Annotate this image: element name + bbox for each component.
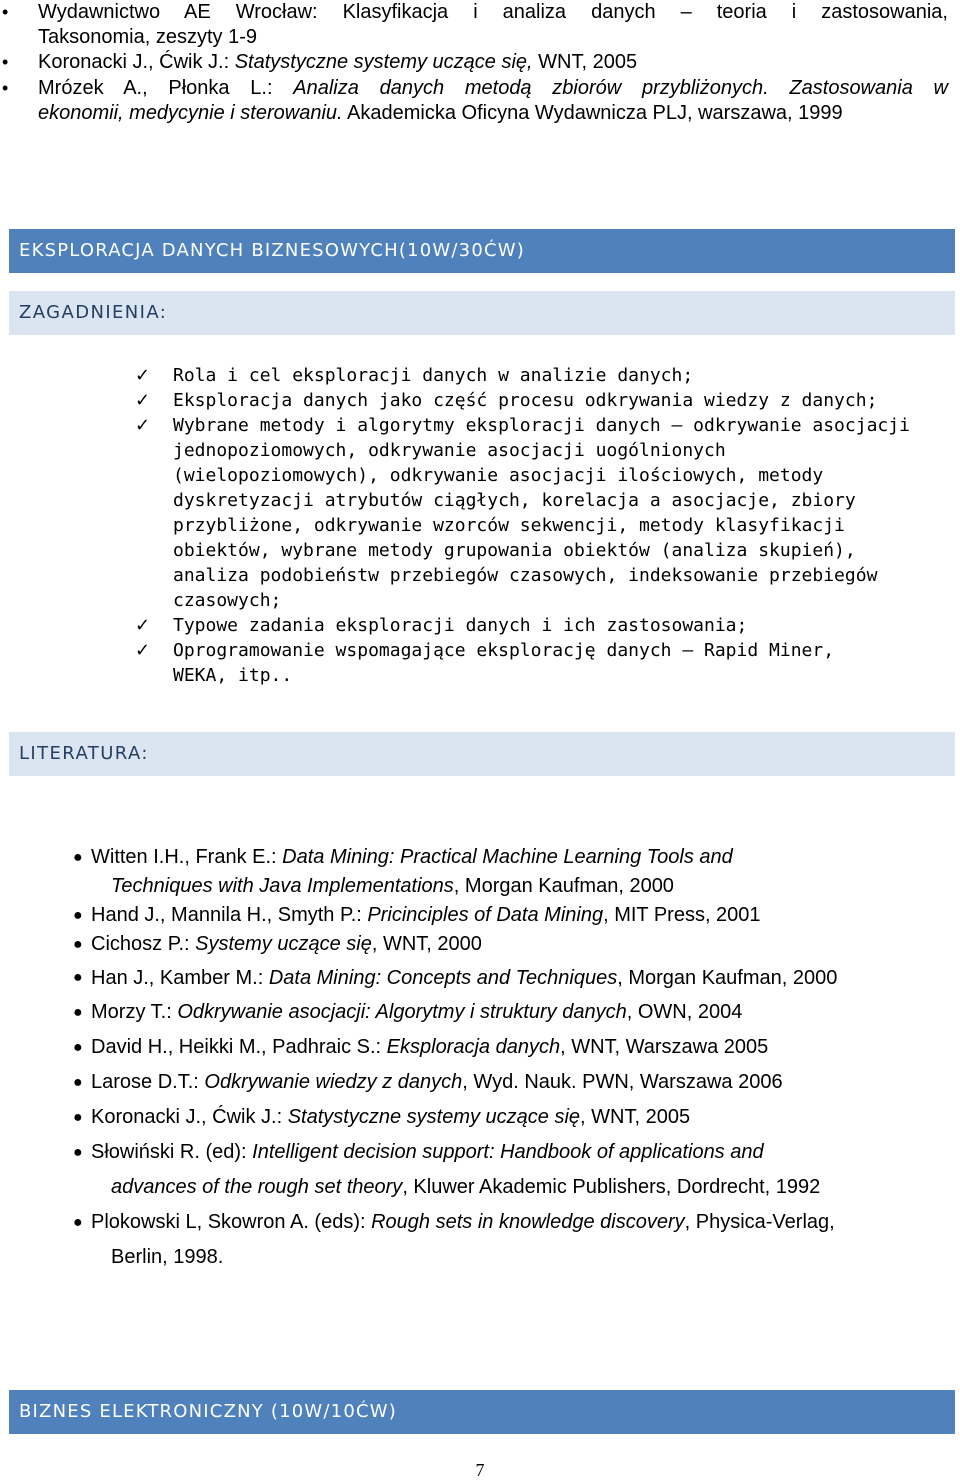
- reference-authors: Hand J., Mannila H., Smyth P.:: [91, 904, 368, 926]
- list-item: [0, 961, 960, 995]
- list-item: [0, 1205, 960, 1275]
- reference-publisher: WNT, 2005: [532, 51, 638, 73]
- topic-line: Wybrane metody i algorytmy eksploracji danych – odkrywanie asocjacji: [173, 415, 910, 436]
- reference-publisher: , Kluwer Akademic Publishers, Dordrecht, 1992: [402, 1176, 821, 1198]
- bullet-icon: ●: [73, 936, 83, 953]
- reference-authors: Han J., Kamber M.:: [91, 967, 269, 989]
- bullet-icon: ●: [73, 907, 83, 924]
- bullet-icon: •: [2, 52, 9, 72]
- reference-authors: Słowiński R. (ed):: [91, 1141, 253, 1163]
- reference-title: Statystyczne systemy uczące się: [287, 1106, 581, 1128]
- checkmark-icon: ✓: [135, 640, 151, 661]
- list-item: [2, 0, 948, 50]
- topic-item: [0, 638, 933, 688]
- bullet-icon: ●: [73, 1004, 83, 1021]
- reference-publisher: , Morgan Kaufman, 2000: [453, 875, 674, 897]
- topic-line: przybliżone, odkrywanie wzorców sekwencji, metody klasyfikacji: [173, 515, 845, 536]
- bullet-icon: ●: [73, 1039, 83, 1056]
- topic-line: czasowych;: [173, 590, 282, 611]
- checkmark-icon: ✓: [135, 615, 151, 636]
- list-item: [0, 1100, 960, 1135]
- topic-line: obiektów, wybrane metody grupowania obiektów (analiza skupień),: [173, 540, 856, 561]
- reference-publisher: , OWN, 2004: [626, 1001, 743, 1023]
- checkmark-icon: ✓: [135, 365, 151, 386]
- reference-title: Intelligent decision support: Handbook of applications and: [252, 1141, 764, 1163]
- topic-item: [0, 363, 933, 388]
- list-item: [0, 1030, 960, 1065]
- reference-authors: Koronacki J., Ćwik J.:: [38, 51, 235, 73]
- topic-item: [0, 613, 933, 638]
- reference-publisher: Akademicka Oficyna Wydawnicza PLJ, warszawa, 1999: [342, 102, 843, 124]
- checkmark-icon: ✓: [135, 415, 151, 436]
- list-item: [0, 1065, 960, 1100]
- topic-line: (wielopoziomowych), odkrywanie asocjacji ilościowych, metody: [173, 465, 824, 486]
- reference-authors: Witten I.H., Frank E.:: [91, 846, 283, 868]
- bullet-icon: ●: [73, 849, 83, 866]
- topic-line: jednopoziomowych, odkrywanie asocjacji uogólnionych: [173, 440, 726, 461]
- literature-heading: LITERATURA:: [9, 732, 955, 776]
- reference-publisher: , Wyd. Nauk. PWN, Warszawa 2006: [462, 1071, 783, 1093]
- reference-title: Techniques with Java Implementations: [111, 875, 454, 897]
- reference-title: advances of the rough set theory: [111, 1176, 403, 1198]
- reference-authors: Morzy T.:: [91, 1001, 178, 1023]
- reference-authors: Koronacki J., Ćwik J.:: [91, 1106, 288, 1128]
- checkmark-icon: ✓: [135, 390, 151, 411]
- reference-line: Taksonomia, zeszyty 1-9: [38, 26, 257, 48]
- reference-title: Odkrywanie asocjacji: Algorytmy i struktury danych: [177, 1001, 627, 1023]
- list-item: [2, 76, 949, 126]
- topic-line: Eksploracja danych jako część procesu odkrywania wiedzy z danych;: [173, 390, 878, 411]
- literature-list: [0, 843, 960, 1275]
- reference-authors: Plokowski L, Skowron A. (eds):: [91, 1211, 372, 1233]
- bullet-icon: ●: [73, 969, 83, 986]
- topic-item: [0, 388, 933, 413]
- reference-title: Pricinciples of Data Mining: [367, 904, 604, 926]
- topic-line: Typowe zadania eksploracji danych i ich zastosowania;: [173, 615, 748, 636]
- topic-line: analiza podobieństw przebiegów czasowych, indeksowanie przebiegów: [173, 565, 878, 586]
- list-item: [0, 843, 960, 901]
- bullet-icon: ●: [73, 1109, 83, 1126]
- reference-publisher: , WNT, 2005: [580, 1106, 691, 1128]
- topic-line: Rola i cel eksploracji danych w analizie danych;: [173, 365, 694, 386]
- list-item: [0, 995, 960, 1030]
- section-heading: EKSPLORACJA DANYCH BIZNESOWYCH(10W/30ĆW): [9, 229, 955, 273]
- reference-publisher: , WNT, Warszawa 2005: [560, 1036, 769, 1058]
- bullet-icon: ●: [73, 1214, 83, 1231]
- reference-title: Data Mining: Concepts and Techniques: [268, 967, 618, 989]
- reference-publisher: Berlin, 1998.: [111, 1246, 224, 1268]
- reference-publisher: , WNT, 2000: [371, 933, 482, 955]
- topics-list: [0, 363, 960, 688]
- reference-title: Rough sets in knowledge discovery: [371, 1211, 685, 1233]
- reference-title: Eksploracja danych: [386, 1036, 561, 1058]
- reference-title: Statystyczne systemy uczące się,: [234, 51, 533, 73]
- topic-item: [0, 413, 933, 613]
- reference-authors: Larose D.T.:: [91, 1071, 205, 1093]
- list-item: [0, 901, 960, 930]
- reference-authors: Mrózek A., Płonka L.:: [38, 77, 294, 99]
- list-item: [0, 930, 960, 959]
- reference-title: Odkrywanie wiedzy z danych: [204, 1071, 463, 1093]
- reference-authors: David H., Heikki M., Padhraic S.:: [91, 1036, 387, 1058]
- bullet-icon: •: [2, 78, 9, 98]
- bullet-icon: •: [2, 2, 9, 22]
- section-heading: BIZNES ELEKTRONICZNY (10W/10ĆW): [9, 1390, 955, 1434]
- topic-line: dyskretyzacji atrybutów ciągłych, korelacja a asocjacje, zbiory: [173, 490, 856, 511]
- topic-line: Oprogramowanie wspomagające eksplorację danych – Rapid Miner,: [173, 640, 835, 661]
- reference-title: Systemy uczące się: [195, 933, 372, 955]
- reference-publisher: , Morgan Kaufman, 2000: [617, 967, 838, 989]
- reference-title: Analiza danych metodą zbiorów przybliżonych. Zastosowania w: [293, 77, 949, 99]
- topics-heading: ZAGADNIENIA:: [9, 291, 955, 335]
- reference-line: Wydawnictwo AE Wrocław: Klasyfikacja i analiza danych – teoria i zastosowania,: [38, 1, 948, 23]
- list-item: [2, 50, 948, 75]
- reference-title: Data Mining: Practical Machine Learning Tools and: [282, 846, 733, 868]
- topic-line: WEKA, itp..: [173, 665, 293, 686]
- page-number: 7: [475, 1460, 485, 1480]
- bullet-icon: ●: [73, 1144, 83, 1161]
- reference-title: ekonomii, medycynie i sterowaniu.: [38, 102, 343, 124]
- reference-publisher: , Physica-Verlag,: [684, 1211, 835, 1233]
- list-item: [0, 1135, 960, 1205]
- reference-publisher: , MIT Press, 2001: [603, 904, 761, 926]
- bullet-icon: ●: [73, 1074, 83, 1091]
- reference-authors: Cichosz P.:: [91, 933, 196, 955]
